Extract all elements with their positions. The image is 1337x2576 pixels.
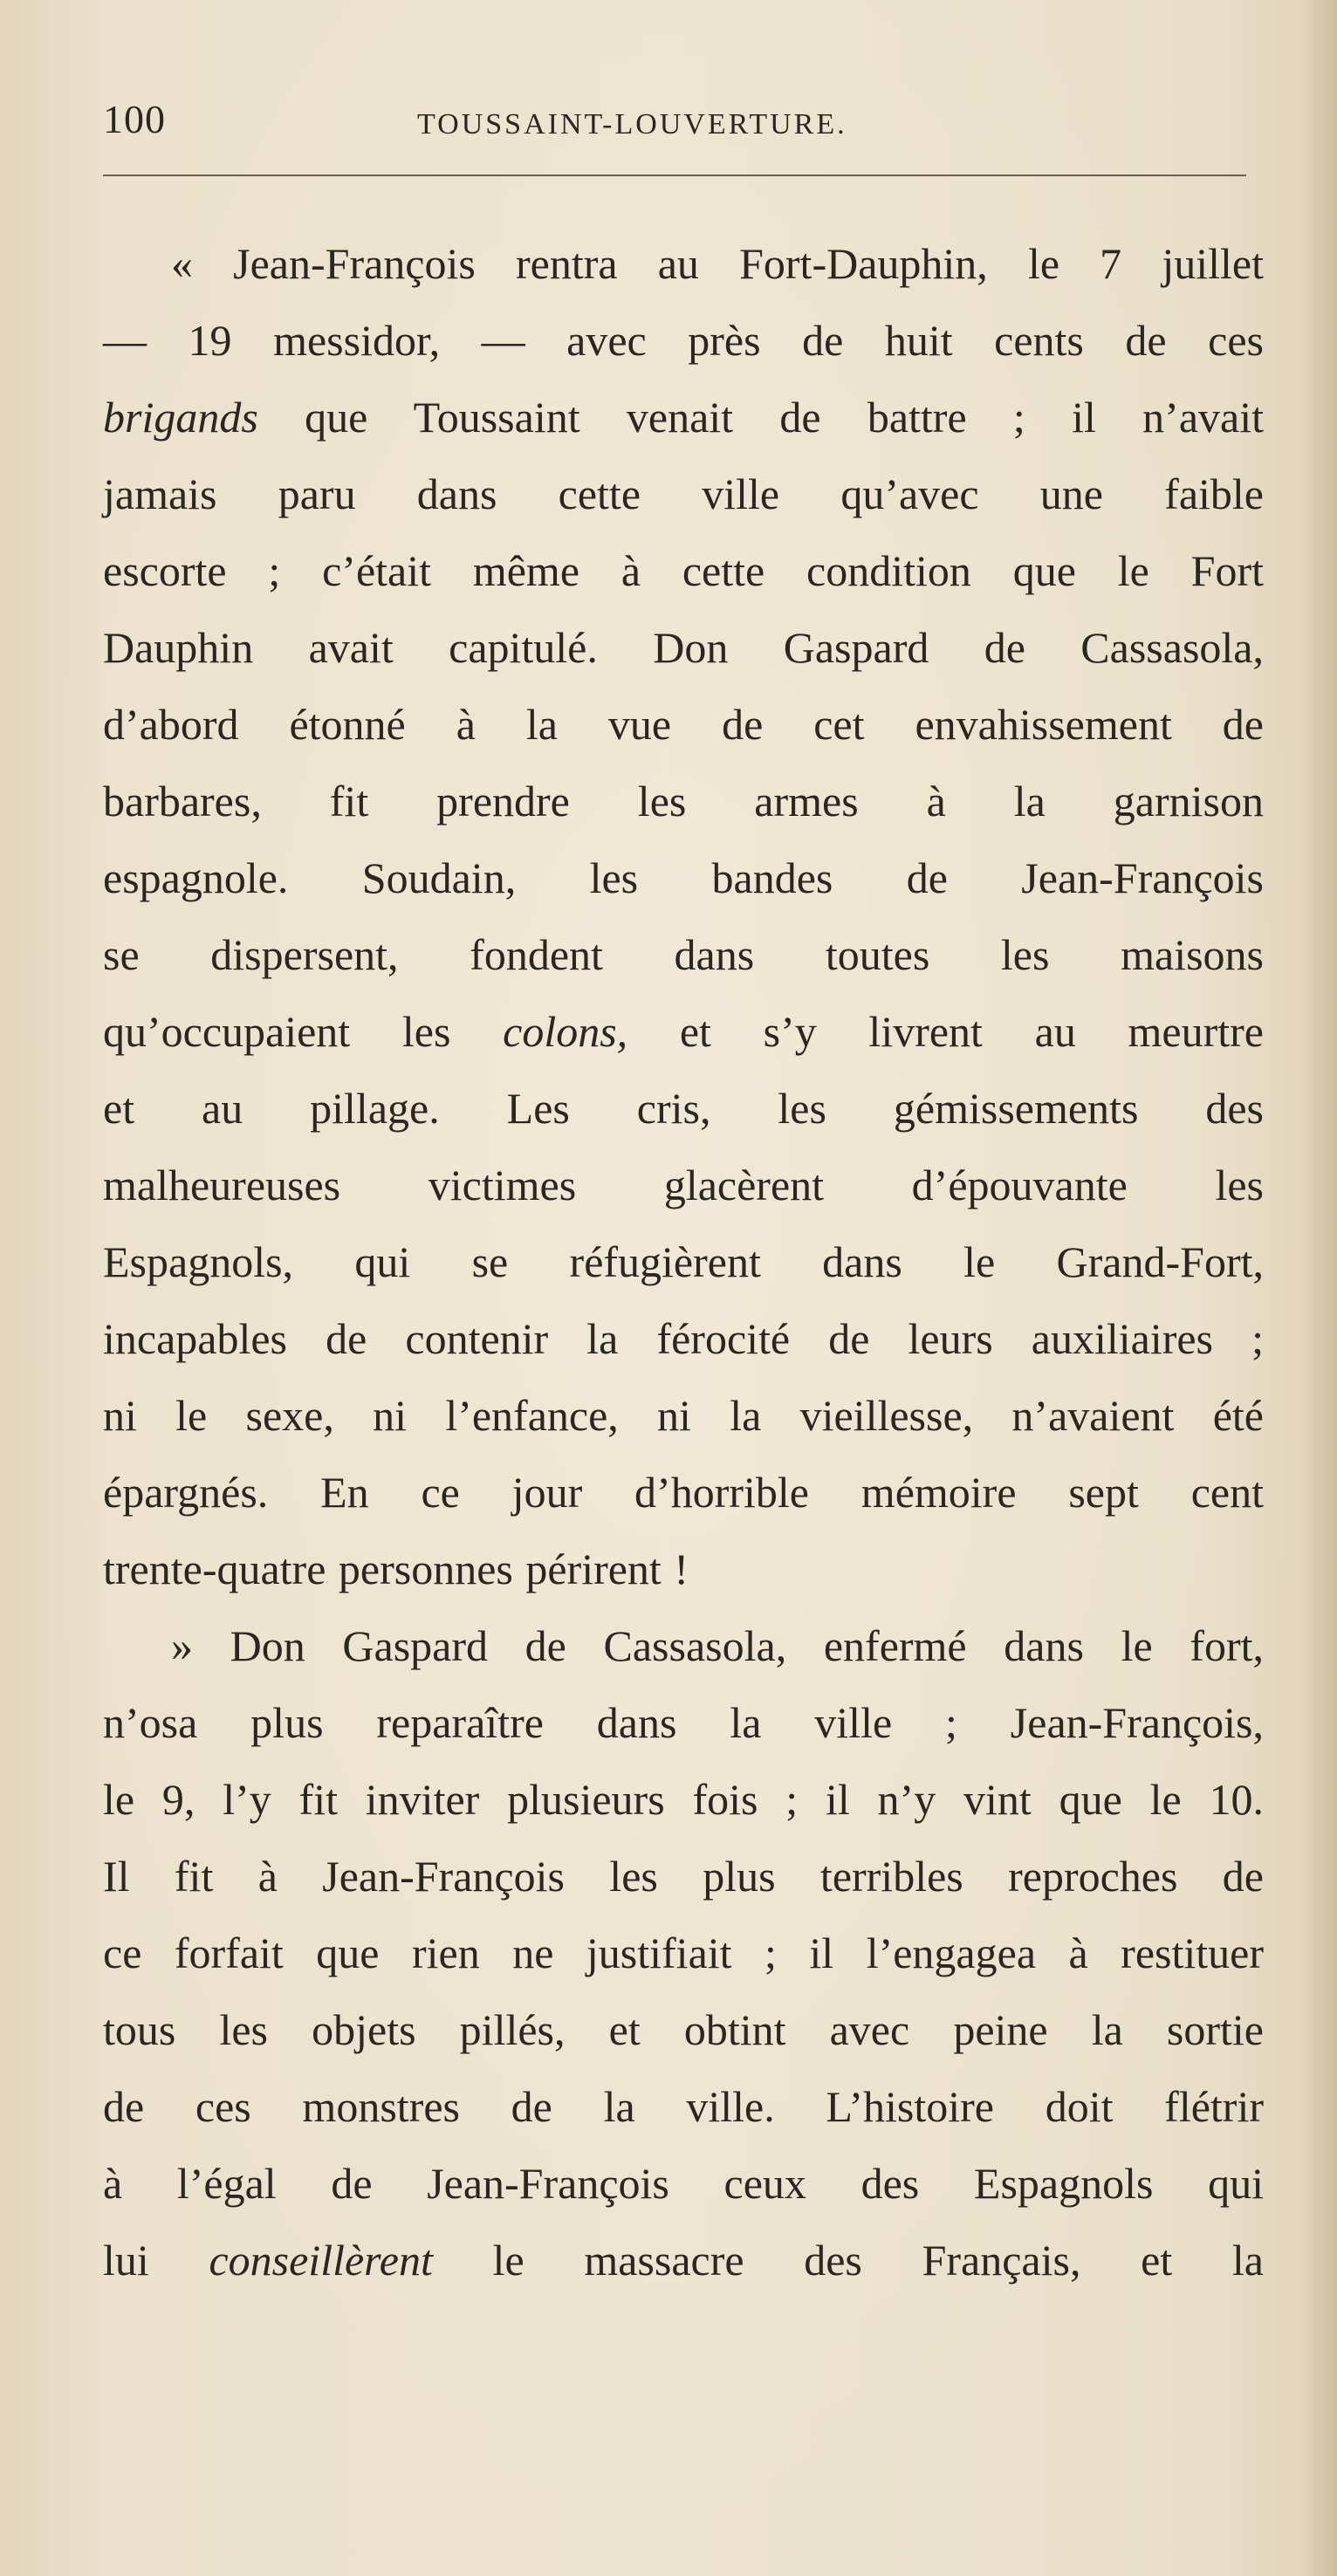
text-line [103, 379, 1264, 456]
text-line: tous les objets pillés, et obtint avec peine la sortie [103, 2005, 1264, 2054]
text-line: malheureuses victimes glacèrent d’épouvante les [103, 1161, 1264, 1209]
italic-word: colons, [503, 1007, 628, 1056]
text-line: de ces monstres de la ville. L’histoire doit flétrir [103, 2082, 1264, 2131]
text-line: — 19 messidor, — avec près de huit cents de ces [103, 316, 1264, 365]
text-fragment: le massacre des Français, et la [432, 2236, 1264, 2285]
body-text [103, 225, 1264, 2299]
text-line: » Don Gaspard de Cassasola, enfermé dans le fort, [171, 1621, 1264, 1670]
text-line: n’osa plus reparaître dans la ville ; Jean-François, [103, 1698, 1264, 1747]
text-line: espagnole. Soudain, les bandes de Jean-François [103, 853, 1264, 902]
text-fragment: que Toussaint venait de battre ; il n’avait [257, 393, 1264, 442]
text-line [103, 993, 1264, 1070]
text-fragment: qu’occupaient les [103, 1007, 504, 1056]
text-fragment: lui [103, 2236, 209, 2285]
text-fragment: et s’y livrent au meurtre [627, 1007, 1264, 1056]
text-line: escorte ; c’était même à cette condition que le Fort [103, 546, 1264, 595]
page-number: 100 [103, 97, 166, 141]
text-line: incapables de contenir la férocité de leurs auxiliaires ; [103, 1314, 1264, 1363]
running-title: TOUSSAINT-LOUVERTURE. [417, 108, 847, 140]
text-line: « Jean-François rentra au Fort-Dauphin, le 7 juillet [171, 239, 1264, 288]
italic-word: conseillèrent [209, 2236, 433, 2285]
text-line: se dispersent, fondent dans toutes les maisons [103, 930, 1264, 979]
text-line: trente-quatre personnes périrent ! [103, 1545, 689, 1593]
text-line: et au pillage. Les cris, les gémissements des [103, 1084, 1264, 1133]
text-line: à l’égal de Jean-François ceux des Espagnols qui [103, 2159, 1264, 2208]
text-line: barbares, fit prendre les armes à la garnison [103, 777, 1264, 826]
text-line: épargnés. En ce jour d’horrible mémoire sept cent [103, 1468, 1264, 1517]
text-line: le 9, l’y fit inviter plusieurs fois ; il n’y vint que le 10. [103, 1775, 1264, 1824]
header-rule [103, 175, 1246, 176]
text-line: jamais paru dans cette ville qu’avec une faible [103, 469, 1264, 518]
text-line: ce forfait que rien ne justifiait ; il l’engagea à restituer [103, 1929, 1264, 1977]
italic-word: brigands [103, 393, 258, 442]
text-line: Dauphin avait capitulé. Don Gaspard de Cassasola, [103, 623, 1264, 672]
text-line: Espagnols, qui se réfugièrent dans le Grand-Fort, [103, 1237, 1264, 1286]
text-line: d’abord étonné à la vue de cet envahissement de [103, 700, 1264, 749]
text-line [103, 2222, 1264, 2299]
text-line: ni le sexe, ni l’enfance, ni la vieillesse, n’avaient été [103, 1391, 1264, 1440]
page-header [103, 96, 1264, 157]
text-line: Il fit à Jean-François les plus terribles reproches de [103, 1852, 1264, 1901]
